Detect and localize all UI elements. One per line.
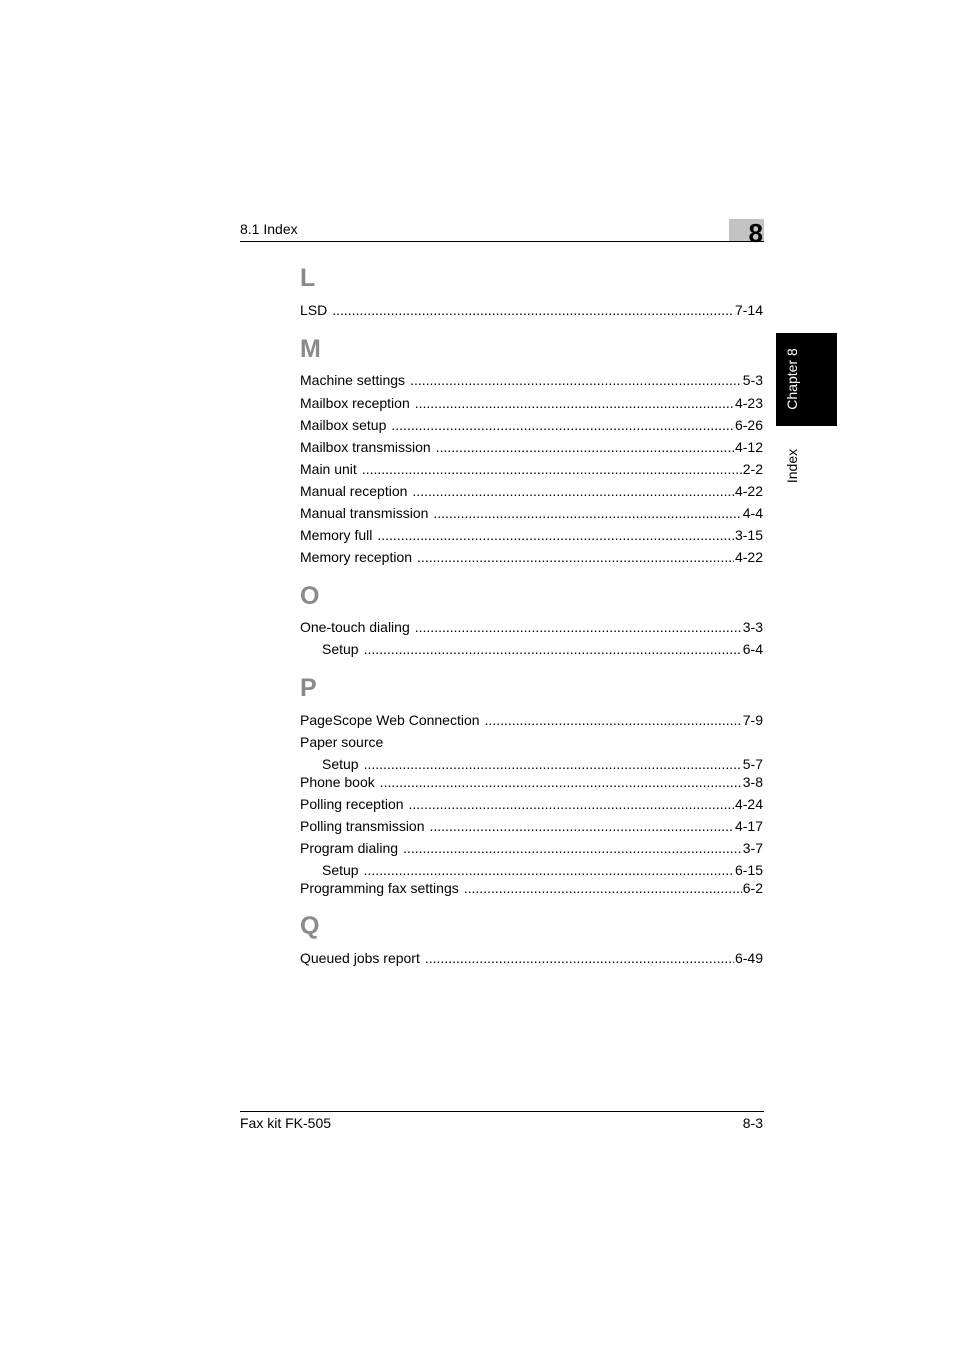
entry-page: 7-9 <box>742 712 763 728</box>
dot-leader <box>412 482 734 500</box>
entry-label: Manual transmission <box>300 505 429 521</box>
index-subentry <box>322 755 763 773</box>
entry-label: One-touch dialing <box>300 619 410 635</box>
footer-page-number: 8-3 <box>742 1115 763 1131</box>
footer-product-name: Fax kit FK-505 <box>240 1115 332 1131</box>
entry-label: Main unit <box>300 461 357 477</box>
entry-page: 6-49 <box>734 950 763 966</box>
entry-page: 5-7 <box>742 756 763 772</box>
entry-label: LSD <box>300 302 328 318</box>
index-entry <box>300 817 763 835</box>
entry-page: 3-8 <box>742 774 763 790</box>
entry-label: Machine settings <box>300 372 406 388</box>
entry-label: Memory full <box>300 527 373 543</box>
entry-label: PageScope Web Connection <box>300 712 480 728</box>
index-letter-o: O <box>300 582 320 610</box>
index-entry <box>300 949 763 967</box>
entry-label: Setup <box>322 641 359 657</box>
entry-label: Paper source <box>300 734 384 750</box>
entry-label: Mailbox transmission <box>300 439 431 455</box>
entry-page: 6-2 <box>742 880 763 896</box>
entry-page: 4-17 <box>734 818 763 834</box>
index-subentry <box>322 861 763 879</box>
entry-label: Programming fax settings <box>300 880 459 896</box>
entry-label: Memory reception <box>300 549 413 565</box>
entry-page: 3-3 <box>742 619 763 635</box>
dot-leader <box>425 949 734 967</box>
entry-page: 4-24 <box>734 796 763 812</box>
index-letter-m: M <box>300 335 321 363</box>
entry-page: 4-22 <box>734 483 763 499</box>
index-letter-q: Q <box>300 912 320 940</box>
header-rule <box>240 241 764 242</box>
entry-page: 6-15 <box>734 862 763 878</box>
index-entry <box>300 526 763 544</box>
entry-page: 4-22 <box>734 549 763 565</box>
entry-page: 6-4 <box>742 641 763 657</box>
chapter-side-tab-label: Chapter 8 <box>784 348 800 410</box>
index-entry <box>300 618 763 636</box>
running-header-title: 8.1 Index <box>240 221 298 237</box>
dot-leader <box>433 504 741 522</box>
dot-leader <box>464 879 742 897</box>
entry-page: 4-12 <box>734 439 763 455</box>
entry-label: Setup <box>322 756 359 772</box>
entry-page: 4-4 <box>742 505 763 521</box>
index-entry <box>300 482 763 500</box>
chapter-number: 8 <box>748 218 763 248</box>
dot-leader <box>436 438 734 456</box>
dot-leader <box>417 548 734 566</box>
index-entry <box>300 548 763 566</box>
dot-leader <box>485 711 742 729</box>
entry-page: 7-14 <box>734 302 763 318</box>
footer-rule <box>240 1111 764 1112</box>
dot-leader <box>403 839 742 857</box>
index-entry-heading <box>300 733 763 751</box>
index-letter-l: L <box>300 264 316 292</box>
index-entry <box>300 460 763 478</box>
index-entry <box>300 394 763 412</box>
index-entry <box>300 504 763 522</box>
entry-page: 4-23 <box>734 395 763 411</box>
entry-label: Program dialing <box>300 840 399 856</box>
dot-leader <box>409 795 734 813</box>
dot-leader <box>410 371 742 389</box>
index-entry <box>300 371 763 389</box>
entry-page: 2-2 <box>742 461 763 477</box>
entry-page: 5-3 <box>742 372 763 388</box>
section-side-label: Index <box>784 448 800 484</box>
entry-label: Mailbox reception <box>300 395 410 411</box>
index-subentry <box>322 640 763 658</box>
index-entry <box>300 438 763 456</box>
entry-label: Phone book <box>300 774 375 790</box>
entry-page: 6-26 <box>734 417 763 433</box>
index-entry <box>300 839 763 857</box>
index-entry <box>300 879 763 897</box>
entry-label: Queued jobs report <box>300 950 420 966</box>
dot-leader <box>391 416 734 434</box>
index-entry <box>300 711 763 729</box>
dot-leader <box>362 460 742 478</box>
dot-leader <box>364 755 742 773</box>
index-entry <box>300 773 763 791</box>
entry-label: Mailbox setup <box>300 417 387 433</box>
chapter-number-box <box>729 218 764 248</box>
dot-leader <box>364 861 734 879</box>
entry-label: Setup <box>322 862 359 878</box>
index-entry <box>300 301 763 319</box>
dot-leader <box>332 301 734 319</box>
entry-label: Manual reception <box>300 483 408 499</box>
index-entry <box>300 416 763 434</box>
dot-leader <box>415 394 734 412</box>
index-letter-p: P <box>300 674 317 702</box>
entry-page: 3-15 <box>734 527 763 543</box>
dot-leader <box>430 817 734 835</box>
dot-leader <box>380 773 742 791</box>
entry-label: Polling transmission <box>300 818 425 834</box>
entry-label: Polling reception <box>300 796 404 812</box>
dot-leader <box>377 526 734 544</box>
entry-page: 3-7 <box>742 840 763 856</box>
dot-leader <box>415 618 742 636</box>
dot-leader <box>364 640 742 658</box>
index-entry <box>300 795 763 813</box>
